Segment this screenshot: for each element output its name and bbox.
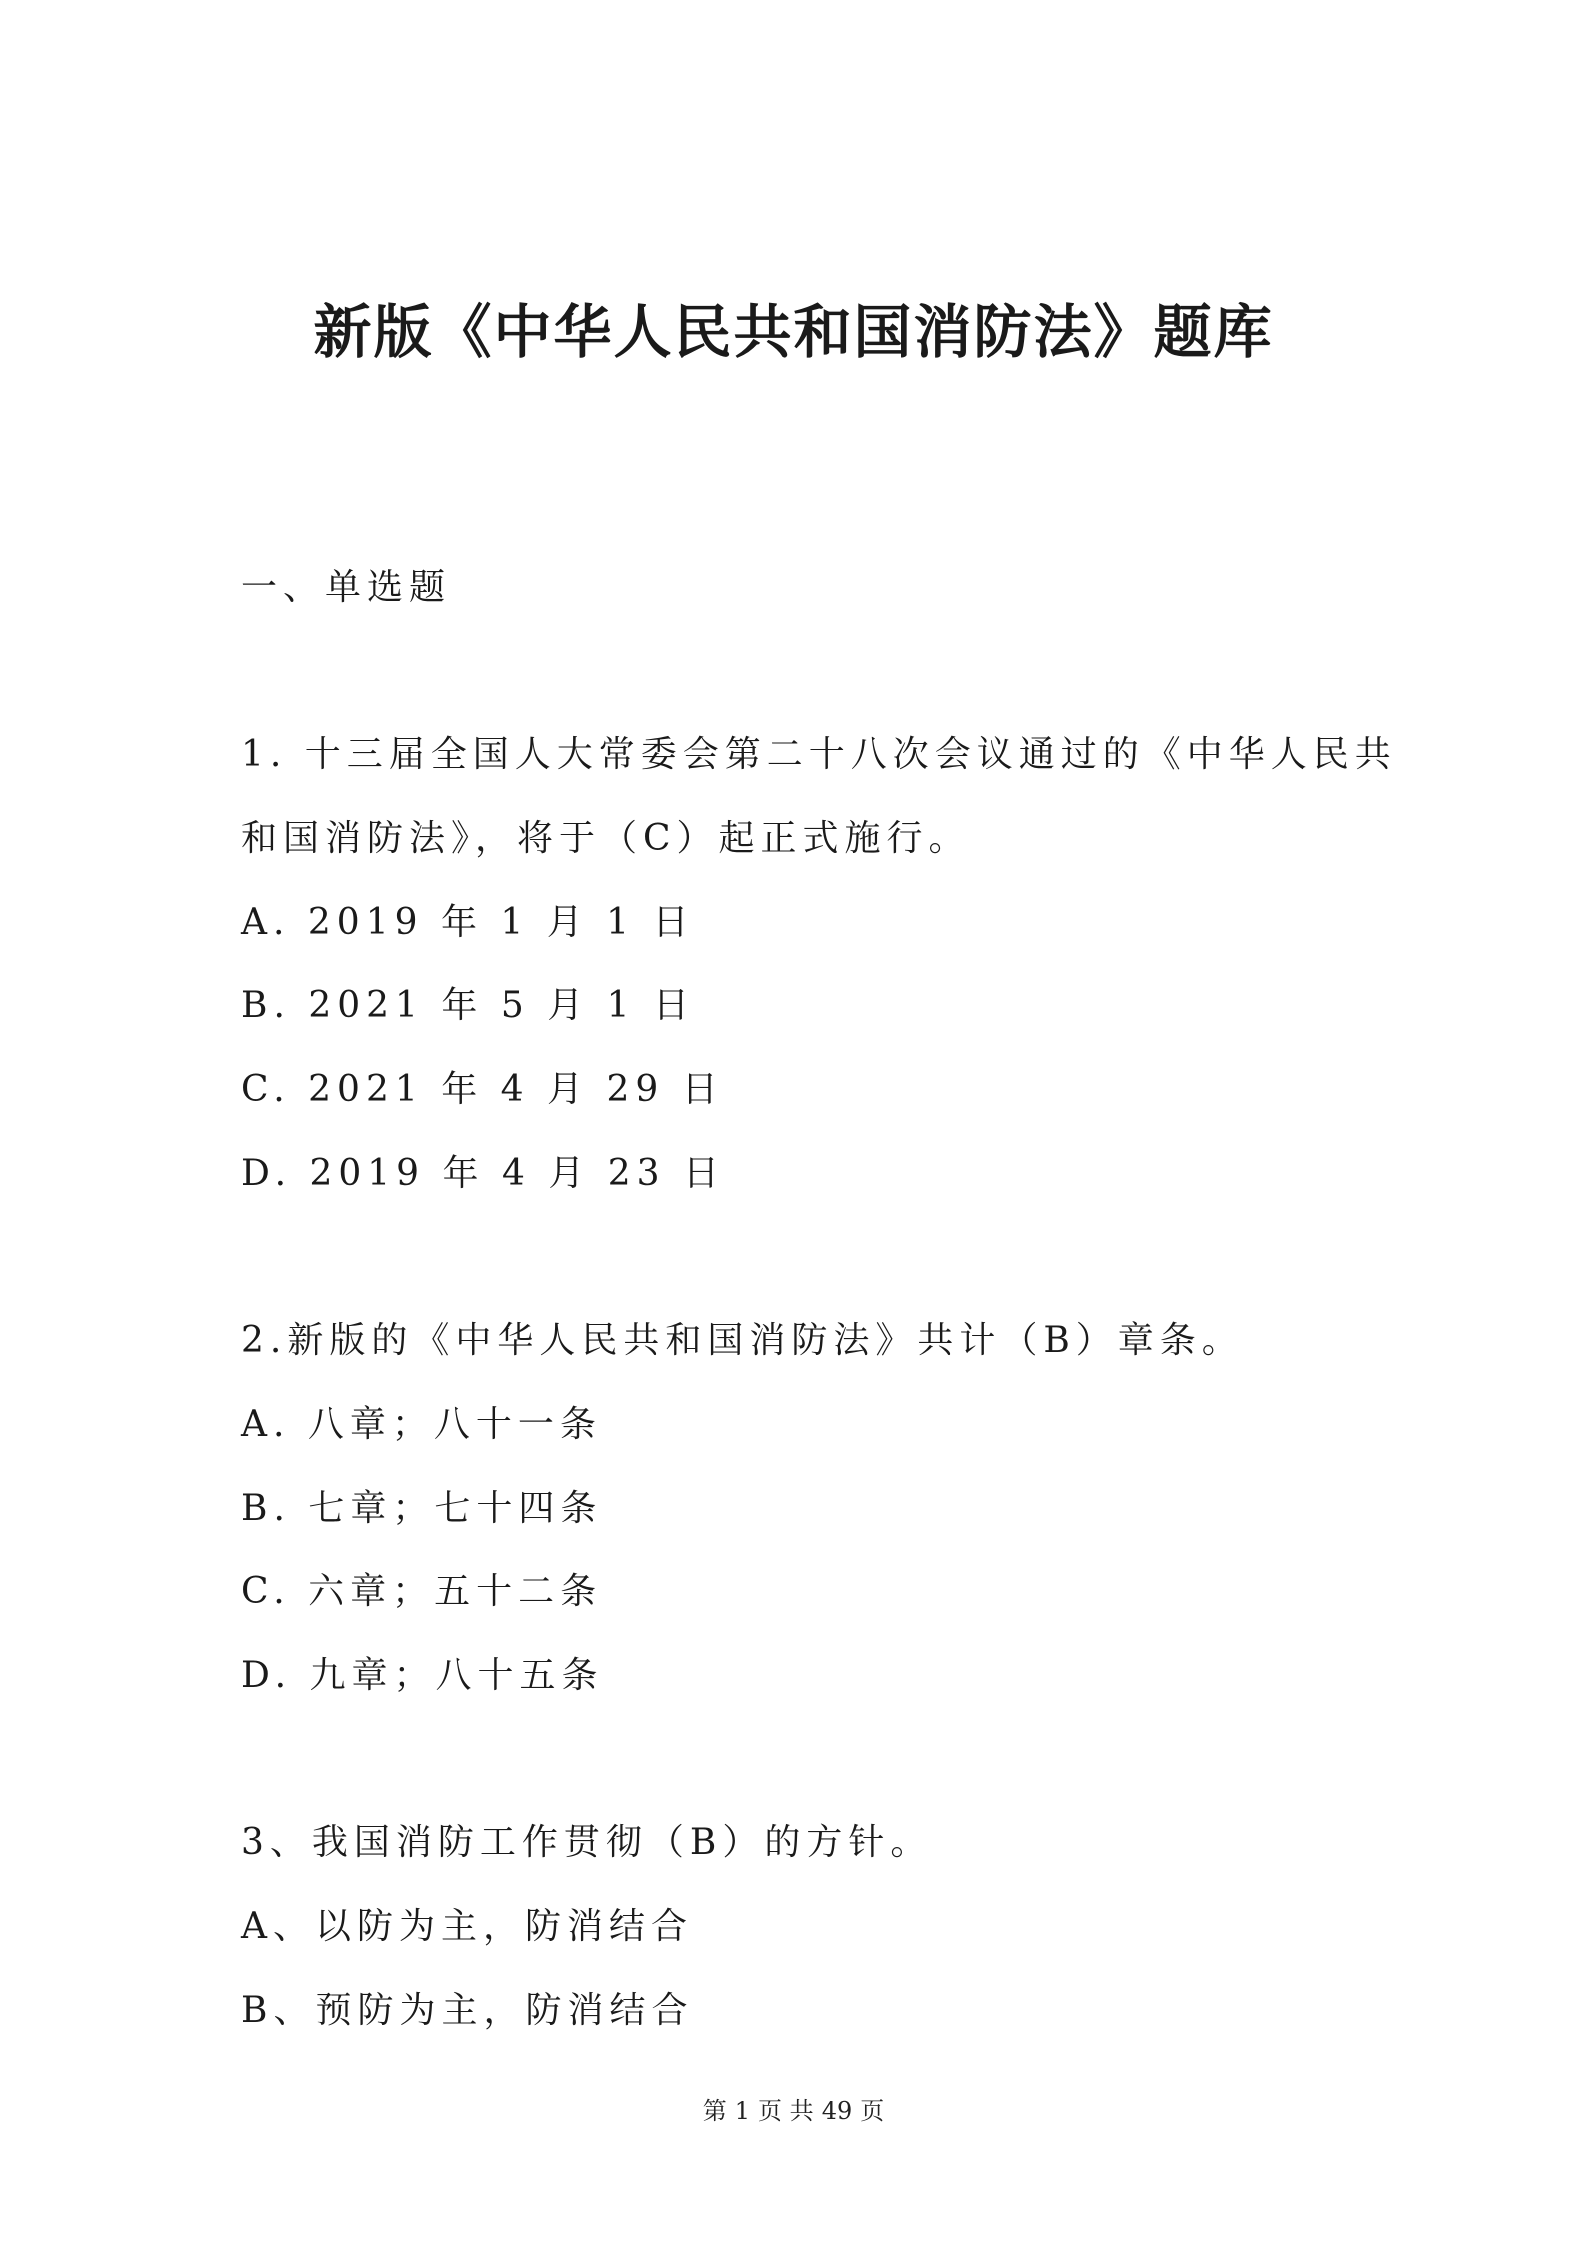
question-2-option-a: A. 八章；八十一条 bbox=[241, 1404, 602, 1445]
footer-current-page: 1 bbox=[734, 2097, 751, 2125]
question-3-option-b: B、预防为主，防消结合 bbox=[241, 1990, 694, 2031]
footer-middle: 页 共 bbox=[758, 2097, 814, 2125]
question-2-option-b: B. 七章；七十四条 bbox=[241, 1488, 603, 1529]
question-2-option-c: C. 六章；五十二条 bbox=[241, 1571, 603, 1612]
question-1-option-b: B. 2021 年 5 月 1 日 bbox=[241, 985, 695, 1026]
question-2-option-d: D. 九章；八十五条 bbox=[241, 1655, 604, 1696]
question-2-stem: 2.新版的《中华人民共和国消防法》共计（B）章条。 bbox=[241, 1320, 1244, 1361]
question-3-option-a: A、以防为主，防消结合 bbox=[241, 1906, 693, 1947]
document-title: 新版《中华人民共和国消防法》题库 bbox=[313, 298, 1274, 366]
question-1-option-c: C. 2021 年 4 月 29 日 bbox=[241, 1069, 724, 1110]
page-footer bbox=[0, 2094, 1587, 2128]
footer-prefix: 第 bbox=[702, 2097, 727, 2125]
footer-total-pages: 49 bbox=[821, 2097, 853, 2125]
question-3-stem: 3、我国消防工作贯彻（B）的方针。 bbox=[241, 1822, 933, 1863]
question-1-stem-line-2: 和国消防法》，将于（C）起正式施行。 bbox=[241, 818, 971, 859]
question-1-option-a: A. 2019 年 1 月 1 日 bbox=[241, 902, 695, 943]
footer-suffix: 页 bbox=[860, 2097, 885, 2125]
question-1-option-d: D. 2019 年 4 月 23 日 bbox=[241, 1153, 726, 1194]
question-1-stem-line-1: 1. 十三届全国人大常委会第二十八次会议通过的《中华人民共 bbox=[241, 734, 1397, 775]
section-heading: 一、单选题 bbox=[241, 567, 452, 608]
